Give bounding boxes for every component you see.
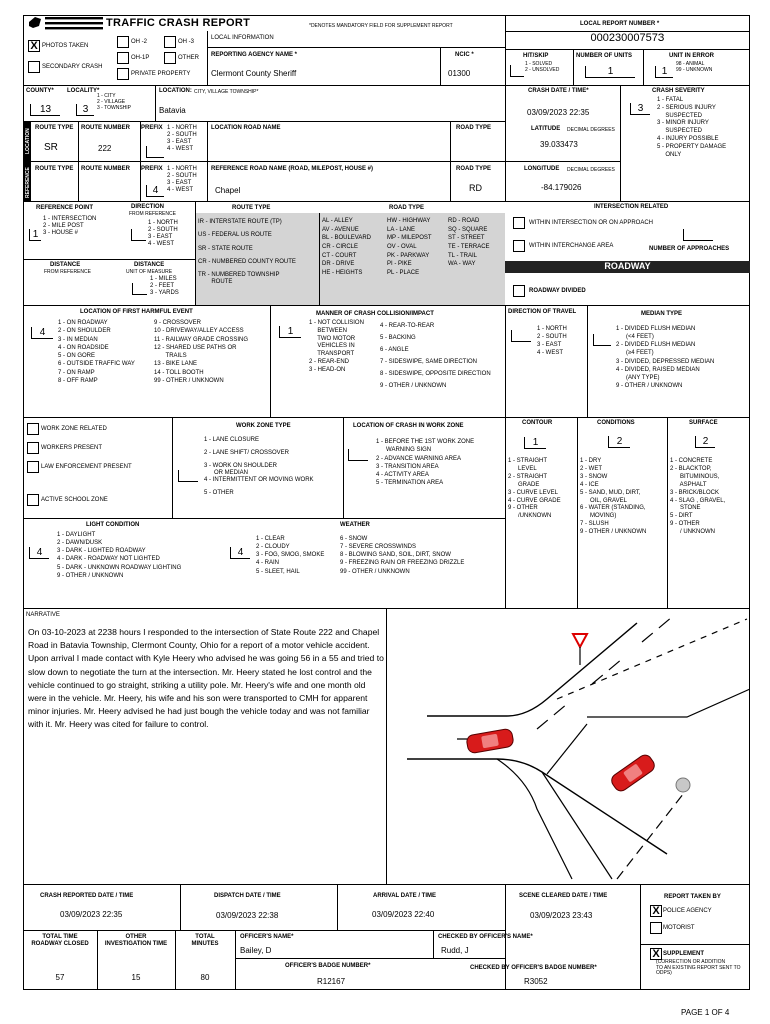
within-interchange-checkbox[interactable] [513,240,525,252]
contour-options: 1 - STRAIGHT LEVEL 2 - STRAIGHT GRADE 3 - CURVE LEVEL 4 - CURVE GRADE 9 - OTHER /UNKNOWN [508,458,561,520]
arrival-date-value: 03/09/2023 22:40 [372,910,435,919]
prefix-options: 1 - NORTH 2 - SOUTH 3 - EAST 4 - WEST [167,125,197,153]
checked-badge-value: R3052 [524,977,548,986]
local-information-label: LOCAL INFORMATION [211,35,274,41]
distance-unit-label: DISTANCE [134,262,165,268]
within-interchange-label: WITHIN INTERCHANGE AREA [529,243,614,249]
oh2-label: OH -2 [131,39,148,45]
law-enforcement-present-label: LAW ENFORCEMENT PRESENT [41,464,132,470]
direction-travel-options: 1 - NORTH 2 - SOUTH 3 - EAST 4 - WEST [537,326,567,357]
unit-error-value[interactable]: 1 [655,66,673,78]
direction-sub: FROM REFERENCE [129,211,176,217]
route-type-list: IR - INTERSTATE ROUTE (TP) US - FEDERAL US ROUTE SR - STATE ROUTE CR - NUMBERED COUNTY ROUTE TR - NUMBERED TOWNSHIP ROUTE [198,219,296,285]
longitude-sub: DECIMAL DEGREES [567,167,615,173]
county-value[interactable]: 13 [30,104,60,116]
mandatory-note: *DENOTES MANDATORY FIELD FOR SUPPLEMENT REPORT [309,23,453,29]
secondary-crash-label: SECONDARY CRASH [42,64,103,70]
locality-label: LOCALITY* [67,88,100,94]
route-number-label: ROUTE NUMBER [81,125,130,131]
reported-date-label: CRASH REPORTED DATE / TIME [40,893,134,899]
narrative-text: On 03-10-2023 at 2238 hours I responded to the intersection of State Route 222 and Chapel Road in Batavia Township, Clermont County, Ohio for a report of a motor vehicle accident. Upon arrival I made contact with Kyle Heery who advised he was going 56 in a 55 and tried to slow down to negotiate the turn at the intersection. Mr. Heery stated he lost control and the vehicle continued to go straight, striking a utility pole. Mr. Heery's wife and one month old were in the vehicle. Mr. Heery, his wife and his son were transported to CMH for apparent minor injuries. Mr. Heery advised he had just bough the vehicle today and was not familiar with it. Mr. Heery was cited for failure to control. [28,627,384,730]
work-zone-location-label: LOCATION OF CRASH IN WORK ZONE [353,423,464,429]
workers-present-checkbox[interactable] [27,442,39,454]
manner-options-1: 1 - NOT COLLISION BETWEEN TWO MOTOR VEHICLES IN TRANSPORT 2 - REAR-END 3 - HEAD-ON [309,320,364,373]
reference-side-label: REFERENCE [25,167,31,198]
severity-value[interactable]: 3 [630,103,650,115]
num-approaches-value[interactable] [683,229,713,241]
cleared-date-value: 03/09/2023 23:43 [530,911,593,920]
road-type-label: ROAD TYPE [456,125,492,131]
location-value: Batavia [159,106,186,115]
conditions-label: CONDITIONS [597,420,635,426]
odps-logo [27,14,107,36]
other-time-value: 15 [131,973,141,982]
weather-options-2: 6 - SNOW 7 - SEVERE CROSSWINDS 8 - BLOWING SAND, SOIL, DIRT, SNOW 9 - FREEZING RAIN OR FREEZING DRIZZLE 99 - OTHER / UNKNOWN [340,536,465,575]
work-zone-location-options: 1 - BEFORE THE 1ST WORK ZONE WARNING SIGN 2 - ADVANCE WARNING AREA 3 - TRANSITION AREA 4 - ACTIVITY AREA 5 - TERMINATION AREA [376,439,475,487]
roadway-divided-checkbox[interactable] [513,285,525,297]
surface-options: 1 - CONCRETE 2 - BLACKTOP, BITUMINOUS, ASPHALT 3 - BRICK/BLOCK 4 - SLAG , GRAVEL, STONE 5 - DIRT 9 - OTHER / UNKNOWN [670,458,726,536]
conditions-options: 1 - DRY 2 - WET 3 - SNOW 4 - ICE 5 - SAND, MUD, DIRT, OIL, GRAVEL 6 - WATER (STANDING, MOVING) 7 - SLUSH 9 - OTHER / UNKNOWN [580,458,647,536]
longitude-value: -84.179026 [541,183,582,192]
work-zone-type-options: 1 - LANE CLOSURE 2 - LANE SHIFT/ CROSSOVER 3 - WORK ON SHOULDER OR MEDIAN 4 - INTERMITTENT OR MOVING WORK 5 - OTHER [204,437,314,496]
officer-name-value: Bailey, D [240,946,272,955]
work-zone-related-label: WORK ZONE RELATED [41,426,107,432]
weather-label: WEATHER [340,522,370,528]
local-report-number: 00023000757З [590,32,665,44]
supplement-note: (CORRECTION OR ADDITION TO AN EXISTING REPORT SENT TO ODPS) [656,959,741,976]
other-time-label: OTHER INVESTIGATION TIME [104,934,168,948]
median-type-options: 1 - DIVIDED FLUSH MEDIAN (<4 FEET) 2 - DIVIDED FLUSH MEDIAN (≥4 FEET) 3 - DIVIDED, DEPRESSED MEDIAN 4 - DIVIDED, RAISED MEDIAN (ANY TYPE) 9 - OTHER / UNKNOWN [616,326,715,390]
ref-route-type-label: ROUTE TYPE [35,166,74,172]
total-time-label: TOTAL TIME ROADWAY CLOSED [31,934,89,948]
oh2-checkbox[interactable] [117,36,129,48]
latitude-value: 39.033473 [540,140,578,149]
route-type-value: SR [44,142,58,153]
private-property-label: PRIVATE PROPERTY [131,71,191,77]
photos-taken-checkbox[interactable]: X [28,40,40,52]
direction-travel-label: DIRECTION OF TRAVEL [508,309,577,315]
roadway-header: ROADWAY [604,261,651,271]
weather-value[interactable]: 4 [230,547,250,559]
ref-road-name-label: REFERENCE ROAD NAME (ROAD, MILEPOST, HOUSE #) [211,166,374,172]
oh1p-label: OH-1P [131,55,150,61]
supplement-checkbox[interactable]: X [650,948,662,960]
supplement-label: SUPPLEMENT [663,951,705,957]
road-type-list-1: AL - ALLEY AV - AVENUE BL - BOULEVARD CR - CIRCLE CT - COURT DR - DRIVE HE - HEIGHTS [322,218,372,276]
page-number: PAGE 1 OF 4 [681,1008,730,1017]
ref-prefix-label: PREFIX [141,166,163,172]
oh3-checkbox[interactable] [164,36,176,48]
units-label: NUMBER OF UNITS [576,53,632,59]
distance-label: DISTANCE [50,262,81,268]
cleared-date-label: SCENE CLEARED DATE / TIME [519,893,608,899]
direction-label: DIRECTION [131,204,164,210]
road-type-list-2: HW - HIGHWAY LA - LANE MP - MILEPOST OV - OVAL PK - PARKWAY PI - PIKE PL - PLACE [387,218,432,276]
reference-point-label: REFERENCE POINT [36,205,94,211]
work-zone-type-value[interactable] [178,470,198,482]
photos-taken-label: PHOTOS TAKEN [42,43,89,49]
location-side-label: LOCATION [25,128,31,154]
checked-by-name-label: CHECKED BY OFFICER'S NAME* [438,934,533,940]
work-zone-related-checkbox[interactable] [27,423,39,435]
officer-name-label: OFFICER'S NAME* [240,934,294,940]
checked-badge-label: CHECKED BY OFFICER'S BADGE NUMBER* [470,965,597,971]
total-minutes-label: TOTAL MINUTES [191,934,219,948]
other-checkbox[interactable] [164,52,176,64]
reported-date-value: 03/09/2023 22:35 [60,910,123,919]
within-intersection-label: WITHIN INTERSECTION OR ON APPROACH [529,220,654,226]
active-school-zone-checkbox[interactable] [27,494,39,506]
direction-travel-value[interactable] [511,330,531,342]
ncic-value: 01300 [448,69,471,78]
active-school-zone-label: ACTIVE SCHOOL ZONE [41,497,108,503]
manner-label: MANNER OF CRASH COLLISION/IMPACT [316,311,434,317]
manner-options-2: 4 - REAR-TO-REAR 5 - BACKING 6 - ANGLE 7 - SIDESWIPE, SAME DIRECTION 8 - SIDESWIPE, OPPOSITE DIRECTION 9 - OTHER / UNKNOWN [380,323,491,389]
checked-by-name-value: Rudd, J [441,946,469,955]
light-condition-options: 1 - DAYLIGHT 2 - DAWN/DUSK 3 - DARK - LIGHTED ROADWAY 4 - DARK - ROADWAY NOT LIGHTED 5 - DARK - UNKNOWN ROADWAY LIGHTING 9 - OTHER / UNKNOWN [57,532,182,579]
total-minutes-value: 80 [200,973,210,982]
severity-options: 1 - FATAL 2 - SERIOUS INJURY SUSPECTED 3 - MINOR INJURY SUSPECTED 4 - INJURY POSSIBLE 5 - PROPERTY DAMAGE ONLY [657,97,727,158]
work-zone-location-value[interactable] [348,449,368,461]
hitskip-label: HIT/SKIP [523,53,549,59]
unit-error-options: 98 - ANIMAL 99 - UNKNOWN [676,61,713,73]
light-condition-label: LIGHT CONDITION [86,522,140,528]
location-label: LOCATION: [159,88,192,94]
agency-label: REPORTING AGENCY NAME * [211,52,298,58]
officer-badge-value: R12167 [317,977,346,986]
crash-date-label: CRASH DATE / TIME* [528,88,589,94]
distance-unit-sub: UNIT OF MEASURE [126,269,173,275]
motorist-label: MOTORIST [663,925,695,931]
distance-unit-options: 1 - MILES 2 - FEET 3 - YARDS [150,276,179,297]
route-number-value: 222 [98,144,112,153]
distance-unit-value[interactable] [132,283,147,295]
arrival-date-label: ARRIVAL DATE / TIME [373,893,436,899]
median-type-value[interactable] [593,334,611,346]
ref-road-name-value: Chapel [215,186,241,195]
road-name-label: LOCATION ROAD NAME [211,125,281,131]
locality-options: 1 - CITY 2 - VILLAGE 3 - TOWNSHIP [97,93,131,111]
manner-value[interactable]: 1 [279,326,301,338]
within-intersection-checkbox[interactable] [513,217,525,229]
distance-sub: FROM REFERENCE [44,269,91,275]
units-value[interactable]: 1 [585,66,635,78]
num-approaches-label: NUMBER OF APPROACHES [649,246,730,252]
ref-route-number-label: ROUTE NUMBER [81,166,130,172]
contour-label: CONTOUR [522,420,553,426]
surface-value[interactable]: 2 [695,436,715,448]
oh3-label: OH -3 [178,39,195,45]
local-report-number-label: LOCAL REPORT NUMBER * [580,21,660,27]
first-harmful-options-1: 1 - ON ROADWAY 2 - ON SHOULDER 3 - IN MEDIAN 4 - ON ROADSIDE 5 - ON GORE 6 - OUTSIDE TRAFFIC WAY 7 - ON RAMP 8 - OFF RAMP [58,320,135,384]
light-condition-value[interactable]: 4 [29,547,49,559]
crash-diagram [387,609,750,884]
route-type-label: ROUTE TYPE [35,125,74,131]
hitskip-options: 1 - SOLVED 2 - UNSOLVED [525,61,560,73]
reference-point-options: 1 - INTERSECTION 2 - MILE POST 3 - HOUSE # [43,216,97,237]
road-type-title: ROAD TYPE [389,205,425,211]
reference-point-value[interactable]: 1 [29,229,41,241]
roadway-divided-label: ROADWAY DIVIDED [529,288,586,294]
secondary-crash-checkbox[interactable] [28,61,40,73]
officer-badge-label: OFFICER'S BADGE NUMBER* [285,963,371,969]
police-agency-checkbox[interactable]: X [650,905,662,917]
narrative-label: NARRATIVE [26,612,60,618]
work-zone-type-label: WORK ZONE TYPE [236,423,291,429]
prefix-value[interactable] [146,146,164,158]
median-type-label: MEDIAN TYPE [641,311,683,317]
police-agency-label: POLICE AGENCY [663,908,712,914]
route-type-title: ROUTE TYPE [232,205,271,211]
first-harmful-label: LOCATION OF FIRST HARMFUL EVENT [80,309,193,315]
ref-prefix-options: 1 - NORTH 2 - SOUTH 3 - EAST 4 - WEST [167,166,197,194]
location-sub: CITY, VILLAGE TOWNSHIP* [194,89,259,95]
ncic-label: NCIC * [455,52,474,58]
dispatch-date-label: DISPATCH DATE / TIME [214,893,281,899]
weather-options-1: 1 - CLEAR 2 - CLOUDY 3 - FOG, SMOG, SMOKE 4 - RAIN 5 - SLEET, HAIL [256,536,325,575]
locality-value[interactable]: 3 [76,104,94,116]
conditions-value[interactable]: 2 [608,436,630,448]
intersection-related-label: INTERSECTION RELATED [594,204,669,210]
total-time-value: 57 [55,973,65,982]
direction-options: 1 - NORTH 2 - SOUTH 3 - EAST 4 - WEST [148,220,178,248]
dispatch-date-value: 03/09/2023 22:38 [216,911,279,920]
road-type-list-3: RD - ROAD SQ - SQUARE ST - STREET TE - TERRACE TL - TRAIL WA - WAY [448,218,490,268]
other-label: OTHER [178,55,199,61]
private-property-checkbox[interactable] [117,68,129,80]
first-harmful-value[interactable]: 4 [31,327,53,339]
ref-road-type-label: ROAD TYPE [456,166,492,172]
longitude-label: LONGITUDE [524,166,560,172]
oh1p-checkbox[interactable] [117,52,129,64]
direction-value[interactable] [131,229,146,241]
workers-present-label: WORKERS PRESENT [41,445,103,451]
ref-prefix-value[interactable]: 4 [146,185,164,197]
latitude-sub: DECIMAL DEGREES [567,127,615,133]
law-enforcement-present-checkbox[interactable] [27,461,39,473]
ref-road-type-value: RD [469,183,482,193]
surface-label: SURFACE [689,420,718,426]
motorist-checkbox[interactable] [650,922,662,934]
prefix-label: PREFIX [141,125,163,131]
report-taken-by-label: REPORT TAKEN BY [664,894,721,900]
report-title: TRAFFIC CRASH REPORT [106,17,251,29]
agency-name: Clermont County Sheriff [211,69,297,78]
crash-date-value: 03/09/2023 22:35 [527,108,590,117]
unit-error-label: UNIT IN ERROR [669,53,714,59]
county-label: COUNTY* [26,88,54,94]
first-harmful-options-2: 9 - CROSSOVER 10 - DRIVEWAY/ALLEY ACCESS 11 - RAILWAY GRADE CROSSING 12 - SHARED USE PATHS OR TRAILS 13 - BIKE LANE 14 - TOLL BOOTH 99 - OTHER / UNKNOWN [154,320,249,384]
severity-label: CRASH SEVERITY [652,88,705,94]
contour-value[interactable]: 1 [524,437,546,449]
latitude-label: LATITUDE [531,126,561,132]
hitskip-value[interactable] [510,65,524,77]
